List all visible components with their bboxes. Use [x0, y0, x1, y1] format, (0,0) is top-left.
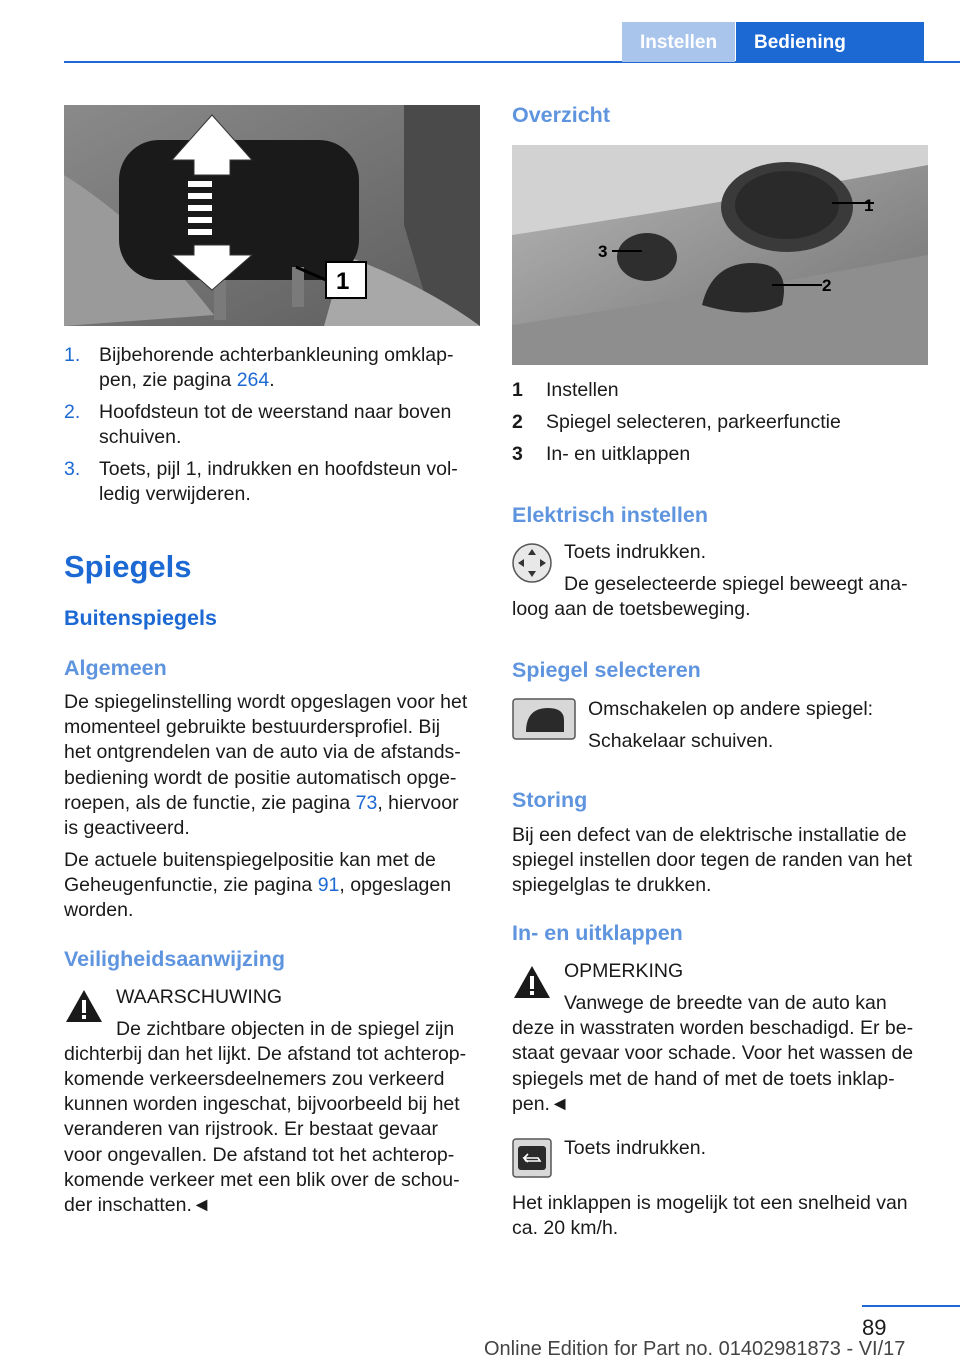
page-link-91[interactable]: 91 [317, 874, 340, 896]
page-link-73[interactable]: 73 [355, 792, 378, 814]
mirror-controls-photo [512, 145, 928, 365]
page-number: 89 [862, 1315, 887, 1340]
heading-veiligheidsaanwijzing: Veiligheidsaanwijzing [64, 947, 286, 971]
step-3-number: 3. [64, 458, 81, 480]
step-1-text-a: Bijbehorende achterbankleuning omklap- [99, 344, 454, 366]
step-3-text-b: ledig verwijderen. [99, 483, 251, 505]
mirror-fold-button-icon [512, 1138, 552, 1183]
heading-in-en-uitklappen: In- en uitklappen [512, 921, 683, 945]
warning-title: WAARSCHUWING [116, 986, 283, 1008]
headrest-callout-1: 1 [336, 268, 350, 295]
heading-buitenspiegels: Buitenspiegels [64, 606, 217, 630]
mirror-selector-switch-icon [512, 698, 576, 745]
elektrisch-line-3: loog aan de toetsbeweging. [512, 598, 751, 620]
heading-overzicht: Overzicht [512, 103, 610, 127]
headrest-photo [64, 105, 480, 326]
selecteren-line-1: Omschakelen op andere spiegel: [588, 698, 874, 720]
mirror-callout-2: 2 [822, 276, 832, 295]
heading-storing: Storing [512, 788, 588, 812]
fold-line-1: Toets indrukken. [564, 1137, 706, 1159]
page-link-264[interactable]: 264 [236, 369, 270, 391]
elektrisch-line-1: Toets indrukken. [564, 541, 706, 563]
tab-instellen[interactable]: Instellen [622, 22, 735, 62]
elektrisch-line-2: De geselecteerde spiegel beweegt ana- [564, 573, 908, 595]
note-title: OPMERKING [564, 960, 684, 982]
step-2-text-b: schuiven. [99, 426, 182, 448]
edition-note: Online Edition for Part no. 01402981873 - VI/17 [484, 1338, 906, 1360]
warning-triangle-icon [64, 984, 104, 1033]
mirror-callout-1: 1 [864, 196, 874, 215]
notice-triangle-icon [512, 960, 552, 1009]
footer-rule [862, 1305, 960, 1307]
heading-algemeen: Algemeen [64, 656, 167, 680]
step-2-number: 2. [64, 401, 81, 423]
heading-elektrisch-instellen: Elektrisch instellen [512, 503, 708, 527]
selecteren-line-2: Schakelaar schuiven. [588, 730, 774, 752]
step-1-number: 1. [64, 344, 81, 366]
heading-spiegel-selecteren: Spiegel selecteren [512, 658, 701, 682]
step-3-text-a: Toets, pijl 1, indrukken en hoofdsteun vol- [99, 458, 458, 480]
tab-bediening[interactable]: Bediening [736, 22, 924, 62]
mirror-callout-3: 3 [598, 242, 608, 261]
step-2-text-a: Hoofdsteun tot de weerstand naar boven [99, 401, 452, 423]
step-1-text-b: pen, zie pagina [99, 369, 237, 391]
heading-spiegels: Spiegels [64, 549, 192, 584]
mirror-adjust-dpad-icon [512, 543, 552, 588]
